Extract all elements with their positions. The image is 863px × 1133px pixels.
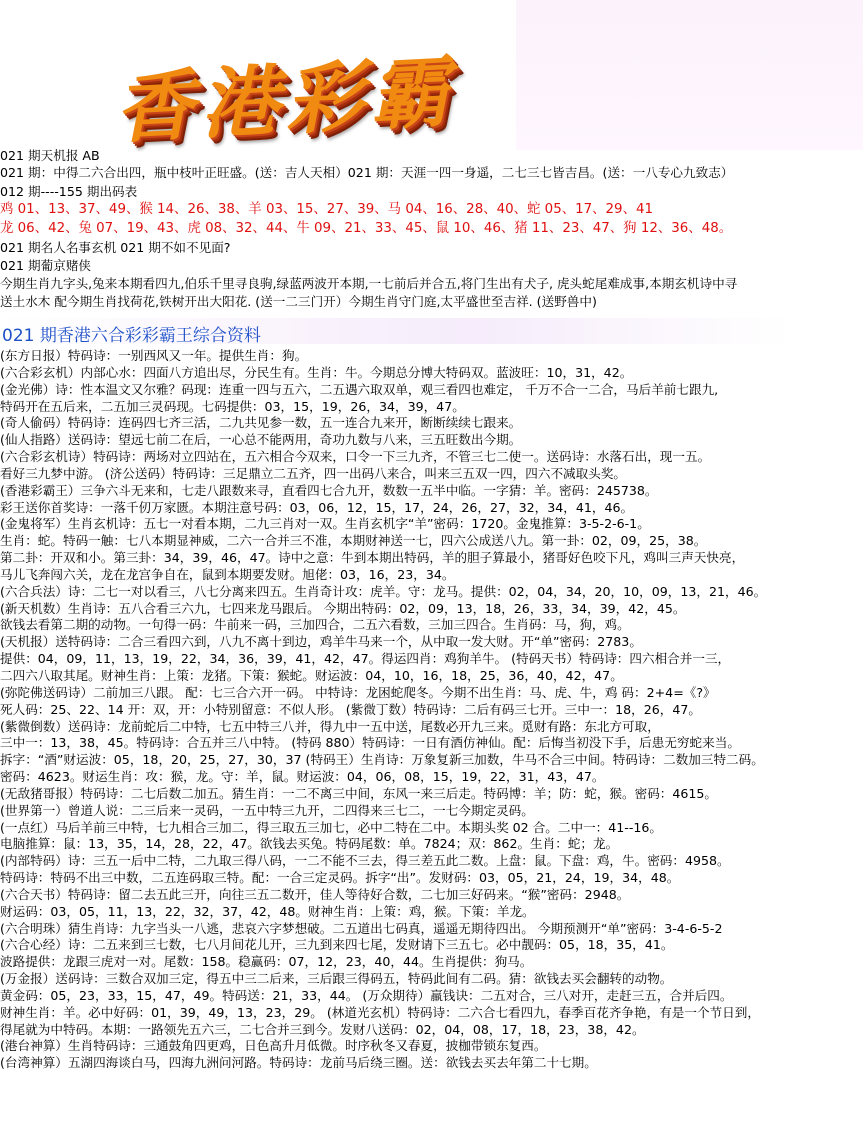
body-line: 二四六八取其尾。财神生肖：上策：龙猪。下策：猴蛇。财运波：04，10，16，18，25，36，40，42，47。 bbox=[0, 668, 623, 683]
banner bbox=[0, 0, 863, 155]
body-line: (天机报）送特码诗：二合三看四六到，八九不离十到边，鸡羊牛马来一个，从中取一发大财。开“单”密码：2783。 bbox=[0, 634, 642, 650]
body-line: (六合天书）特码诗：留二去五此三开，向往三五二数开，佳人等待好合数，二七加三好码来。“猴”密码：2948。 bbox=[0, 886, 630, 902]
body-line: (六合兵法）诗：二七一对以看三，八七分离来四五。生肖奇计攻：虎羊。守：龙马。提供：02，04，34，20，10，09，13，21，46。 bbox=[0, 583, 767, 599]
body-line: 黄金码：05，23，33，15，47，49。特码送：21，33，44。 (万众期待）羸钱诀：二五对合，三八对开，走赶三五，合并后四。 bbox=[0, 987, 733, 1003]
body-line: (金光佛）诗：性本温文又尔雅？码现：连重一四与五六，二五遇六取双单，观三看四也难定， 千万不合一二合，马后羊前七跟九, bbox=[0, 381, 719, 397]
body-line: (奇人偷码）特码诗：连码四七齐三活，二九共见参一数，五一连合九来开，断断续续七跟来。 bbox=[0, 415, 522, 431]
header-line: 龙 06、42、兔 07、19、43、虎 08、32、44、牛 09、21、33、45、鼠 10、46、猪 11、23、47、狗 12、36、48。 bbox=[0, 221, 733, 236]
body-line: (世界第一）曾道人说：二三后来一灵码，一五中特三九开，二四得来三七二，一七今期定灵码。 bbox=[0, 802, 534, 818]
header-line: 今期生肖九字头,兔来本期看四九,伯乐千里寻良驹,绿蓝两波开本期,一七前后并合五,将门生出有犬子, 虎头蛇尾难成事,本期玄机诗中寻 bbox=[0, 276, 738, 291]
header-line: 021 期天机报 AB bbox=[0, 148, 100, 163]
body-line: (内部特码）诗：三五一后中二特，二九取三得八码，一二不能不三去，得三差五此二数。上盘：鼠。下盘：鸡，牛。密码：4958。 bbox=[0, 853, 730, 869]
body-line: 特码开在五后来，二五加三灵码现。七码提供：03，15，19，26，34，39，47。 bbox=[0, 398, 465, 414]
header-line: 鸡 01、13、37、49、猴 14、26、38、羊 03、15、27、39、马 04、16、28、40、蛇 05、17、29、41 bbox=[0, 202, 654, 217]
body-line: (新天机数）生肖诗：五八合看三六九，七四来龙马跟后。 今期出特码：02，09，13，18，26，33，34，39，42，45。 bbox=[0, 600, 686, 616]
body-line: (六合彩玄机）内部心水：四面八方追出尽，分民生有。生肖：牛。今期总分博大特码双。蓝波旺：10，31，42。 bbox=[0, 364, 633, 380]
banner-pink-panel bbox=[516, 0, 863, 150]
site-logo: 香港彩霸 bbox=[112, 46, 471, 155]
body-line: 看好三九梦中游。 (济公送码）特码诗：三足鼎立二五齐，四一出码八来合，叫来三五双一四，四六不减取头奖。 bbox=[0, 465, 627, 481]
body-line: 特码诗：特码不出三中数，二五连码取三特。配：一合三定灵码。拆字“出”。发财码：03，05，21，24，19，34，48。 bbox=[0, 870, 680, 885]
body-line: (六合心经）诗：二五来到三七数，七八月间花儿开，三九到来四七尾，发财请下三五七。必中靓码：05，18，35，41。 bbox=[0, 937, 674, 953]
body-line: (紫微倒数）送码诗：龙前蛇后二中特，七五中特三八并，得九中一五中送，尾数必开九三来。觅财有路：东北方可取， bbox=[0, 718, 660, 734]
body-line: 马儿飞奔闯六关，龙在龙宫争自在，鼠到本期要发财。旭佬：03，16，23，34。 bbox=[0, 566, 455, 582]
header-line: 021 期：中得二六合出四，瓶中枝叶正旺盛。(送：吉人天相）021 期：天涯一四一身遥，二七三七皆吉昌。(送：一八专心九致志） bbox=[0, 165, 734, 180]
body-line: 得尾就为中特码。本期：一路领先五六三，二七合并三到今。发财八送码：02，04，08，17，18，23，38，42。 bbox=[0, 1021, 645, 1037]
body-line: (仙人指路）送码诗：望远七前二在后，一心总不能两用，奇功九数与八来，三五旺数出今期。 bbox=[0, 432, 522, 448]
body-line: 波路提供：龙跟三虎对一对。尾数：158。稳赢码：07，12，23，40，44。生肖提供：狗马。 bbox=[0, 954, 533, 970]
body-line: (港台神算）生肖特码诗：三通鼓角四更鸡，日色高升月低微。时序秋冬又春夏，披枷带锁东复西。 bbox=[0, 1038, 547, 1054]
body-line: 拆字：“酒”财运波：05，18，20，25，27，30，37 (特码王）生肖诗：万象复新三加数，牛马不合三中间。特码诗：二数加三特二码。 bbox=[0, 752, 764, 768]
body-line: 财运码：03，05，11，13，22，32，37，42，48。财神生肖：上策：鸡，猴。下策：羊龙。 bbox=[0, 903, 535, 919]
body-line: (六合彩玄机诗）特码诗：两场对立四站在，五六相合今双来，口令一下三九齐，不管三七二使一。送码诗：水落石出，现一五。 bbox=[0, 449, 711, 464]
body-line: 电脑推算：鼠：13，35，14，28，22，47。欲钱去买兔。特码尾数：单。7824；双：862。生肖：蛇；龙。 bbox=[0, 836, 619, 852]
body-line: (弥陀佛送码诗）二前加三八跟。 配：七三合六开一码。 中特诗：龙困蛇爬冬。今期不出生肖：马、虎、牛，鸡 码：2+4=《?》 bbox=[0, 684, 716, 700]
body-line: (一点红）马后羊前三中特，七九相合三加二，得三取五三加七，必中二特在二中。本期头奖 02 合。二中一：41--16。 bbox=[0, 819, 662, 835]
body-line: (六合明珠）猜生肖诗：九字当头一八逃，悲哀六字梦想破。二五道出七码真，遥遥无期待四出。 今期预测开“单”密码：3-4-6-5-2 bbox=[0, 920, 723, 936]
body-line: 彩王送你首奖诗：一落千仞万家匮。本期注意号码：03，06，12，15，17，24，26，27，32，34，41，46。 bbox=[0, 499, 634, 515]
header-line: 021 期名人名事玄机 021 期不如不见面? bbox=[0, 240, 231, 255]
body-line: (万金报）送码诗：三数合双加三定，得五中三二后来，三后跟三得码五，特码此间有二码。猜：欲钱去买会翻转的动物。 bbox=[0, 971, 673, 987]
section-title: 021 期香港六合彩彩霸王综合资料 bbox=[2, 326, 261, 346]
header-line: 021 期葡京赌侠 bbox=[0, 258, 92, 273]
body-line: (金鬼将军）生肖玄机诗：五七一对看本期，二九三肖对一双。生肖玄机字“羊”密码：1720。金鬼推算：3-5-2-6-1。 bbox=[0, 516, 650, 532]
header-line: 012 期----155 期出码表 bbox=[0, 184, 138, 199]
body-line: 死人码：25、22、14 开：双，开：小特别留意：不似人形。 (紫微丁数）特码诗：二后有码三七开。三中一：18，26，47。 bbox=[0, 701, 701, 717]
body-line: (香港彩霸王）三争六斗无来和，七走八跟数来寻，直看四七合九开，数数一五半中临。一字猜：羊。密码：245738。 bbox=[0, 482, 658, 498]
header-line: 送土水木 配今期生肖找荷花,铁树开出大阳花. (送一二三门开）今期生肖守门庭,太平盛世至吉祥. (送野兽中) bbox=[0, 294, 597, 309]
body-line: 三中一：13，38，45。特码诗：合五并三八中特。 (特码 880）特码诗：一日有酒仿神仙。配：后悔当初没下手，后患无穷蛇来当。 bbox=[0, 735, 740, 751]
body-line: 第二卦：开双和小。第三卦：34，39，46，47。诗中之意：牛到本期出特码，羊的胆子算最小，猪哥好色咬下凡，鸡叫三声天快亮， bbox=[0, 550, 745, 566]
body-line: 财神生肖：羊。必中好码：01，39，49，13，23，29。 (林道光玄机）特码诗：二六合七看四九，春季百花齐争艳，有是一个节日到， bbox=[0, 1004, 760, 1020]
body-line: (东方日报）特码诗：一别西风又一年。提供生肖：狗。 bbox=[0, 348, 308, 363]
body-line: 提供：04，09，11，13，19，22，34，36，39，41，42，47。得运四肖：鸡狗羊牛。 (特码天书）特码诗：四六相合并一三， bbox=[0, 651, 731, 667]
body-line: (无敌猪哥报）特码诗：二七后数二加五。猜生肖：一二不离三中间，东风一来三后走。特码博：羊；防：蛇，猴。密码：4615。 bbox=[0, 785, 718, 801]
body-line: 密码：4623。财运生肖：攻：猴，龙。守：羊，鼠。财运波：04，06，08，15，19，22，31，43，47。 bbox=[0, 769, 605, 784]
body-line: 生肖：蛇。特码一触：七八本期显神威，二六一合并三不准，本期财神送一七，四六公成送八九。第一卦：02，09，25，38。 bbox=[0, 533, 707, 549]
body-line: (台湾神算）五湖四海谈白马，四海九洲问河路。特码诗：龙前马后绕三圈。送：欲钱去买去年第二十七期。 bbox=[0, 1055, 597, 1071]
body-line: 欲钱去看第二期的动物。一句得一码：牛前来一码，三加四合，二五六看数，三加三四合。生肖码：马，狗，鸡。 bbox=[0, 617, 630, 633]
section-title-bar bbox=[0, 318, 790, 344]
